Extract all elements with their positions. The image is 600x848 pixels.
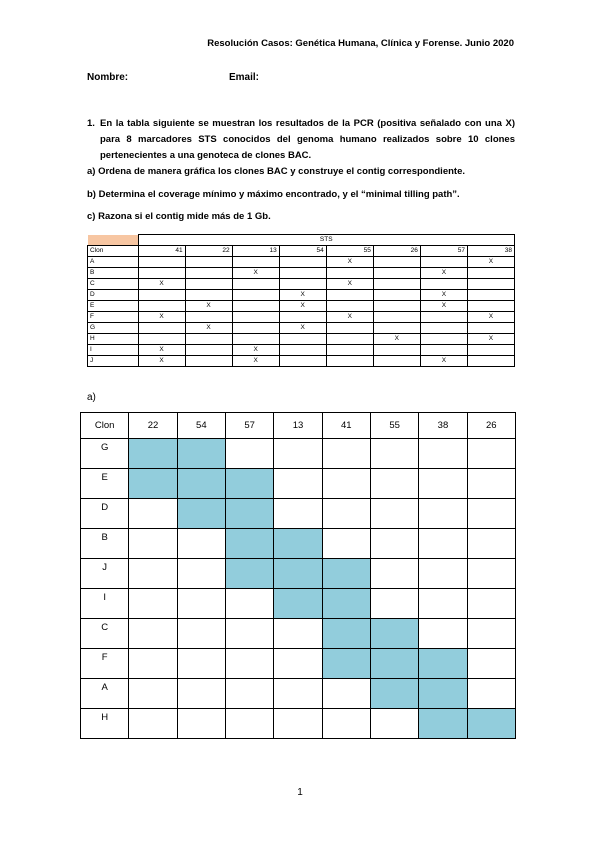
sts-result-cell: X: [326, 279, 373, 290]
contig-filled-cell: [225, 499, 273, 529]
contig-header-row: [81, 413, 516, 439]
question-c: c) Razona si el contig mide más de 1 Gb.: [87, 211, 271, 222]
contig-filled-cell: [129, 469, 177, 499]
sts-result-cell: [138, 268, 185, 279]
contig-clone-label: I: [81, 589, 129, 619]
sts-result-cell: [279, 279, 326, 290]
sts-clone-label: I: [88, 345, 139, 356]
sts-result-cell: X: [279, 290, 326, 301]
contig-empty-cell: [419, 589, 467, 619]
contig-filled-cell: [177, 499, 225, 529]
sts-marker-header: 38: [467, 246, 514, 257]
sts-clone-label: E: [88, 301, 139, 312]
sts-result-cell: [185, 345, 232, 356]
contig-empty-cell: [177, 559, 225, 589]
contig-empty-cell: [370, 469, 418, 499]
sts-result-cell: [467, 268, 514, 279]
contig-empty-cell: [274, 619, 322, 649]
sts-result-cell: [420, 334, 467, 345]
sts-clone-row: [88, 356, 515, 367]
sts-result-cell: [373, 323, 420, 334]
sts-result-cell: [138, 323, 185, 334]
contig-marker-header: 22: [129, 413, 177, 439]
contig-empty-cell: [467, 559, 515, 589]
contig-marker-header: 54: [177, 413, 225, 439]
contig-filled-cell: [419, 679, 467, 709]
sts-result-cell: [373, 279, 420, 290]
contig-empty-cell: [322, 679, 370, 709]
contig-filled-cell: [370, 679, 418, 709]
contig-empty-cell: [225, 439, 273, 469]
contig-filled-cell: [419, 709, 467, 739]
contig-empty-cell: [129, 529, 177, 559]
sts-clone-row: [88, 334, 515, 345]
question-number: 1.: [87, 118, 95, 129]
contig-clone-row: [81, 619, 516, 649]
sts-result-cell: [326, 301, 373, 312]
sts-result-cell: X: [467, 334, 514, 345]
contig-filled-cell: [419, 649, 467, 679]
contig-empty-cell: [467, 679, 515, 709]
sts-marker-header: 57: [420, 246, 467, 257]
sts-result-cell: [279, 356, 326, 367]
contig-clone-label: D: [81, 499, 129, 529]
sts-result-cell: X: [138, 279, 185, 290]
sts-marker-header: 55: [326, 246, 373, 257]
contig-empty-cell: [129, 649, 177, 679]
sts-clone-header: Clon: [88, 246, 139, 257]
contig-clone-label: A: [81, 679, 129, 709]
sts-result-cell: [326, 345, 373, 356]
sts-result-cell: [232, 334, 279, 345]
question-text: En la tabla siguiente se muestran los resultados de la PCR (positiva señalado con una X) para 8 marcadores STS conocidos del genoma humano realizados sobre 10 clones pertenecientes a una genoteca de clones BAC.: [100, 118, 515, 161]
sts-clone-row: [88, 345, 515, 356]
contig-clone-row: [81, 559, 516, 589]
contig-clone-row: [81, 499, 516, 529]
contig-empty-cell: [419, 499, 467, 529]
email-label: Email:: [229, 72, 260, 83]
contig-empty-cell: [129, 589, 177, 619]
contig-filled-cell: [322, 619, 370, 649]
contig-empty-cell: [322, 709, 370, 739]
sts-corner-cell: [88, 235, 139, 246]
sts-result-cell: [373, 257, 420, 268]
sts-result-cell: X: [185, 323, 232, 334]
contig-empty-cell: [467, 499, 515, 529]
sts-result-cell: [420, 279, 467, 290]
contig-empty-cell: [225, 679, 273, 709]
contig-clone-row: [81, 709, 516, 739]
sts-result-cell: X: [138, 312, 185, 323]
sts-clone-row: [88, 323, 515, 334]
contig-empty-cell: [129, 709, 177, 739]
answer-a-label: a): [87, 392, 96, 403]
question-a: a) Ordena de manera gráfica los clones BAC y construye el contig correspondiente.: [87, 166, 465, 177]
sts-result-cell: [326, 356, 373, 367]
sts-result-cell: [326, 334, 373, 345]
contig-empty-cell: [370, 559, 418, 589]
sts-marker-row: [88, 246, 515, 257]
contig-clone-row: [81, 439, 516, 469]
contig-marker-header: 55: [370, 413, 418, 439]
contig-filled-cell: [225, 559, 273, 589]
contig-empty-cell: [370, 589, 418, 619]
contig-empty-cell: [177, 709, 225, 739]
sts-result-cell: [326, 268, 373, 279]
contig-empty-cell: [419, 619, 467, 649]
sts-result-cell: [279, 268, 326, 279]
question-1: [87, 116, 515, 164]
contig-filled-cell: [177, 469, 225, 499]
contig-clone-label: C: [81, 619, 129, 649]
sts-result-cell: [138, 257, 185, 268]
sts-clone-label: B: [88, 268, 139, 279]
contig-clone-label: J: [81, 559, 129, 589]
contig-empty-cell: [467, 439, 515, 469]
contig-empty-cell: [370, 499, 418, 529]
contig-marker-header: 57: [225, 413, 273, 439]
sts-result-cell: X: [420, 356, 467, 367]
sts-result-cell: [185, 279, 232, 290]
contig-empty-cell: [274, 499, 322, 529]
contig-clone-label: E: [81, 469, 129, 499]
sts-result-cell: [373, 356, 420, 367]
sts-result-cell: [373, 268, 420, 279]
sts-result-cell: [467, 323, 514, 334]
sts-result-cell: X: [326, 257, 373, 268]
sts-clone-row: [88, 257, 515, 268]
question-b: b) Determina el coverage mínimo y máximo encontrado, y el “minimal tilling path”.: [87, 189, 460, 200]
sts-result-cell: [138, 301, 185, 312]
sts-clone-label: A: [88, 257, 139, 268]
sts-result-cell: [185, 334, 232, 345]
sts-result-cell: [420, 323, 467, 334]
contig-filled-cell: [225, 529, 273, 559]
contig-clone-row: [81, 469, 516, 499]
contig-clone-row: [81, 649, 516, 679]
contig-filled-cell: [274, 559, 322, 589]
sts-result-cell: [467, 301, 514, 312]
sts-result-cell: [373, 345, 420, 356]
name-label: Nombre:: [87, 72, 129, 83]
contig-filled-cell: [370, 619, 418, 649]
sts-result-cell: [232, 312, 279, 323]
sts-result-cell: [232, 301, 279, 312]
sts-result-cell: [420, 257, 467, 268]
contig-empty-cell: [467, 469, 515, 499]
contig-filled-cell: [322, 589, 370, 619]
sts-marker-header: 13: [232, 246, 279, 257]
sts-result-cell: [138, 334, 185, 345]
contig-empty-cell: [322, 529, 370, 559]
contig-marker-header: 41: [322, 413, 370, 439]
contig-filled-cell: [467, 709, 515, 739]
contig-empty-cell: [274, 439, 322, 469]
contig-marker-header: 38: [419, 413, 467, 439]
contig-clone-row: [81, 589, 516, 619]
sts-result-cell: X: [467, 312, 514, 323]
sts-clone-label: C: [88, 279, 139, 290]
sts-result-cell: [467, 345, 514, 356]
sts-result-cell: [232, 323, 279, 334]
contig-clone-label: H: [81, 709, 129, 739]
sts-result-cell: [279, 334, 326, 345]
sts-clone-row: [88, 290, 515, 301]
contig-table: [80, 412, 516, 739]
sts-result-cell: [232, 279, 279, 290]
sts-result-cell: X: [185, 301, 232, 312]
contig-empty-cell: [419, 529, 467, 559]
sts-result-cell: [326, 323, 373, 334]
contig-empty-cell: [467, 529, 515, 559]
sts-result-cell: [373, 290, 420, 301]
contig-filled-cell: [274, 589, 322, 619]
sts-result-cell: [232, 290, 279, 301]
sts-result-cell: X: [420, 301, 467, 312]
sts-clone-label: H: [88, 334, 139, 345]
sts-result-cell: [185, 356, 232, 367]
sts-result-cell: X: [138, 345, 185, 356]
contig-empty-cell: [467, 649, 515, 679]
contig-marker-header: 13: [274, 413, 322, 439]
contig-filled-cell: [322, 649, 370, 679]
contig-empty-cell: [274, 679, 322, 709]
contig-empty-cell: [419, 439, 467, 469]
contig-empty-cell: [129, 499, 177, 529]
sts-group-header-row: [88, 235, 515, 246]
sts-result-cell: [185, 257, 232, 268]
contig-filled-cell: [274, 529, 322, 559]
contig-empty-cell: [467, 619, 515, 649]
sts-clone-label: G: [88, 323, 139, 334]
sts-result-cell: X: [326, 312, 373, 323]
sts-result-cell: [467, 279, 514, 290]
sts-result-cell: [326, 290, 373, 301]
sts-result-cell: X: [420, 268, 467, 279]
sts-result-cell: X: [232, 268, 279, 279]
contig-empty-cell: [322, 469, 370, 499]
sts-result-cell: [279, 345, 326, 356]
contig-empty-cell: [419, 559, 467, 589]
sts-clone-row: [88, 312, 515, 323]
sts-clone-row: [88, 301, 515, 312]
sts-clone-label: J: [88, 356, 139, 367]
sts-result-cell: X: [467, 257, 514, 268]
sts-result-cell: X: [279, 301, 326, 312]
contig-empty-cell: [274, 709, 322, 739]
sts-result-cell: [373, 312, 420, 323]
sts-result-cell: X: [373, 334, 420, 345]
contig-empty-cell: [177, 619, 225, 649]
contig-filled-cell: [322, 559, 370, 589]
sts-result-cell: [467, 356, 514, 367]
contig-filled-cell: [370, 649, 418, 679]
sts-marker-header: 26: [373, 246, 420, 257]
sts-result-cell: [279, 312, 326, 323]
contig-empty-cell: [177, 679, 225, 709]
sts-result-cell: [420, 312, 467, 323]
sts-clone-row: [88, 279, 515, 290]
contig-empty-cell: [225, 709, 273, 739]
contig-clone-label: F: [81, 649, 129, 679]
contig-empty-cell: [274, 649, 322, 679]
sts-marker-header: 22: [185, 246, 232, 257]
contig-empty-cell: [225, 619, 273, 649]
contig-empty-cell: [129, 679, 177, 709]
contig-empty-cell: [225, 649, 273, 679]
sts-clone-label: D: [88, 290, 139, 301]
sts-group-header: STS: [138, 235, 515, 246]
sts-result-cell: X: [232, 356, 279, 367]
sts-clone-row: [88, 268, 515, 279]
contig-empty-cell: [177, 649, 225, 679]
sts-result-cell: [185, 290, 232, 301]
contig-empty-cell: [322, 499, 370, 529]
contig-empty-cell: [129, 619, 177, 649]
sts-result-cell: [138, 290, 185, 301]
contig-empty-cell: [419, 469, 467, 499]
contig-empty-cell: [370, 439, 418, 469]
contig-filled-cell: [177, 439, 225, 469]
contig-empty-cell: [322, 439, 370, 469]
contig-empty-cell: [225, 589, 273, 619]
sts-result-cell: [373, 301, 420, 312]
contig-clone-row: [81, 679, 516, 709]
contig-clone-label: G: [81, 439, 129, 469]
contig-filled-cell: [129, 439, 177, 469]
sts-result-cell: [185, 312, 232, 323]
contig-filled-cell: [225, 469, 273, 499]
page-number: 1: [297, 787, 303, 798]
contig-marker-header: 26: [467, 413, 515, 439]
contig-empty-cell: [129, 559, 177, 589]
sts-marker-header: 41: [138, 246, 185, 257]
contig-empty-cell: [370, 709, 418, 739]
sts-result-cell: [420, 345, 467, 356]
sts-result-cell: [232, 257, 279, 268]
contig-clone-label: B: [81, 529, 129, 559]
page-header: Resolución Casos: Genética Humana, Clínica y Forense. Junio 2020: [207, 38, 514, 49]
sts-result-cell: [467, 290, 514, 301]
contig-clone-row: [81, 529, 516, 559]
sts-result-cell: X: [232, 345, 279, 356]
contig-clone-header: Clon: [81, 413, 129, 439]
sts-marker-header: 54: [279, 246, 326, 257]
sts-result-cell: X: [279, 323, 326, 334]
contig-empty-cell: [177, 529, 225, 559]
contig-empty-cell: [274, 469, 322, 499]
sts-results-table: [87, 234, 515, 367]
contig-empty-cell: [370, 529, 418, 559]
sts-clone-label: F: [88, 312, 139, 323]
sts-result-cell: [279, 257, 326, 268]
sts-result-cell: [185, 268, 232, 279]
contig-empty-cell: [177, 589, 225, 619]
sts-result-cell: X: [420, 290, 467, 301]
contig-empty-cell: [467, 589, 515, 619]
sts-result-cell: X: [138, 356, 185, 367]
